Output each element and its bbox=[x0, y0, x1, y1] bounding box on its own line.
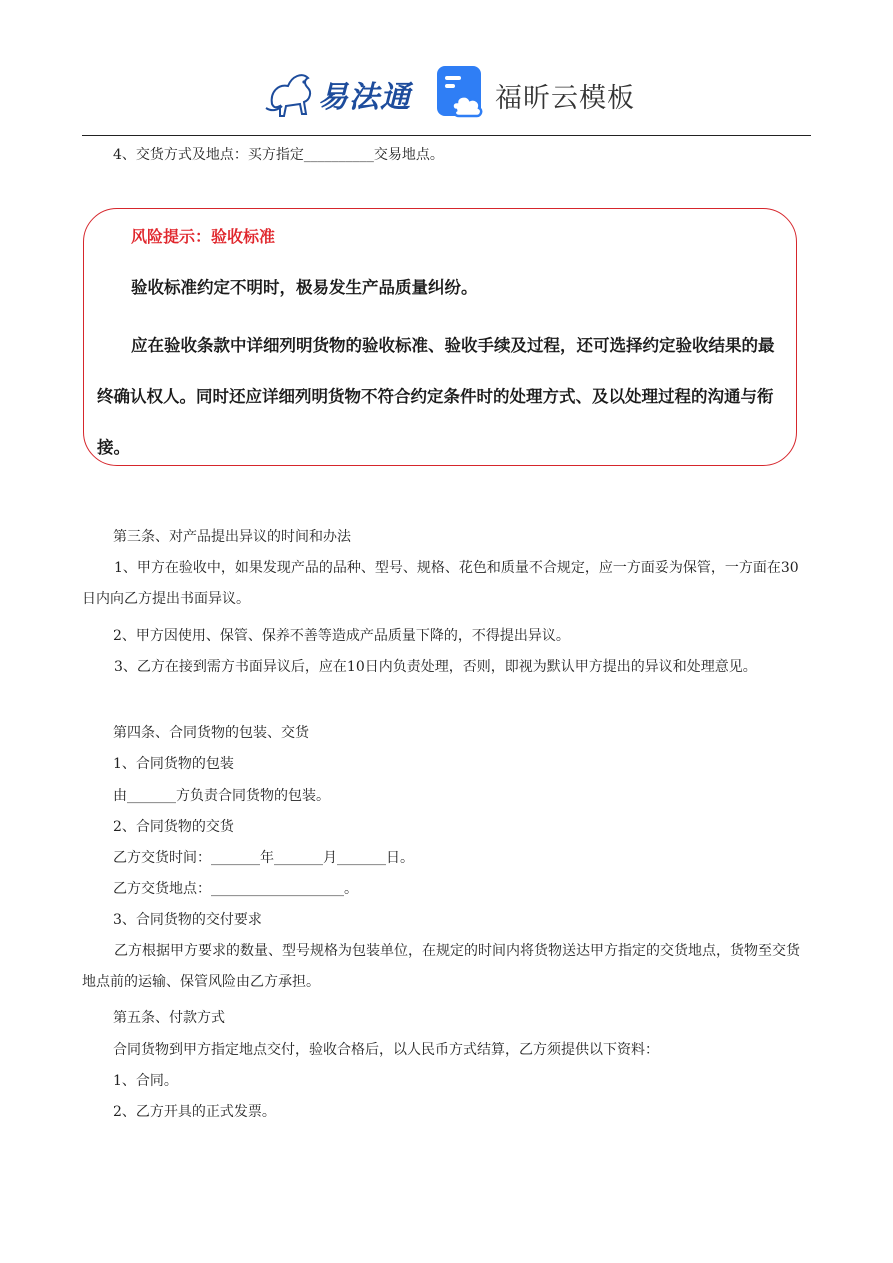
yifatong-logo-text: 易法通 bbox=[318, 80, 411, 115]
article-3-clause-1: 1、甲方在验收中，如果发现产品的品种、型号、规格、花色和质量不合规定，应一方面妥为保管，一方面在30日内向乙方提出书面异议。 bbox=[82, 560, 799, 607]
risk-warning-title: 风险提示：验收标准 bbox=[131, 227, 276, 246]
risk-warning-text-2: 应在验收条款中详细列明货物的验收标准、验收手续及过程，还可选择约定验收结果的最终确认权人。同时还应详细列明货物不符合约定条件时的处理方式、及以处理过程的沟通与衔接。 bbox=[97, 336, 775, 457]
risk-warning-text-1: 验收标准约定不明时，极易发生产品质量纠纷。 bbox=[131, 278, 478, 297]
article-4-item-2: 2、合同货物的交货 bbox=[113, 819, 234, 835]
foxit-cloud-template-text: 福昕云模板 bbox=[495, 83, 635, 114]
article-4-heading: 第四条、合同货物的包装、交货 bbox=[113, 725, 309, 741]
delivery-time-line: 乙方交货时间：_______年_______月_______日。 bbox=[113, 850, 414, 866]
article-4-item-1: 1、合同货物的包装 bbox=[113, 756, 234, 772]
article-5-item-1: 1、合同。 bbox=[113, 1073, 178, 1089]
article-3-heading: 第三条、对产品提出异议的时间和办法 bbox=[113, 529, 351, 545]
article-5-text: 合同货物到甲方指定地点交付，验收合格后，以人民币方式结算，乙方须提供以下资料： bbox=[113, 1042, 659, 1058]
article-4-item-3: 3、合同货物的交付要求 bbox=[113, 912, 262, 928]
article-4-item-1-text: 由_______方负责合同货物的包装。 bbox=[113, 788, 330, 804]
delivery-method-line: 4、交货方式及地点：买方指定__________交易地点。 bbox=[113, 147, 444, 163]
qilin-icon bbox=[262, 62, 322, 122]
article-5-item-2: 2、乙方开具的正式发票。 bbox=[113, 1104, 276, 1120]
yifatong-logo bbox=[262, 62, 412, 122]
article-5-heading: 第五条、付款方式 bbox=[113, 1010, 225, 1026]
article-3-clause-3: 3、乙方在接到需方书面异议后，应在10日内负责处理，否则，即视为默认甲方提出的异议和处理意见。 bbox=[114, 659, 757, 675]
foxit-cloud-template-logo bbox=[435, 64, 655, 120]
delivery-place-line: 乙方交货地点：___________________。 bbox=[113, 881, 358, 897]
cloud-document-icon bbox=[435, 64, 487, 120]
header-divider bbox=[82, 135, 811, 136]
article-4-item-3-text: 乙方根据甲方要求的数量、型号规格为包装单位，在规定的时间内将货物送达甲方指定的交货地点，货物至交货地点前的运输、保管风险由乙方承担。 bbox=[82, 943, 800, 990]
article-3-clause-2: 2、甲方因使用、保管、保养不善等造成产品质量下降的，不得提出异议。 bbox=[113, 628, 570, 644]
page-header bbox=[0, 56, 893, 126]
